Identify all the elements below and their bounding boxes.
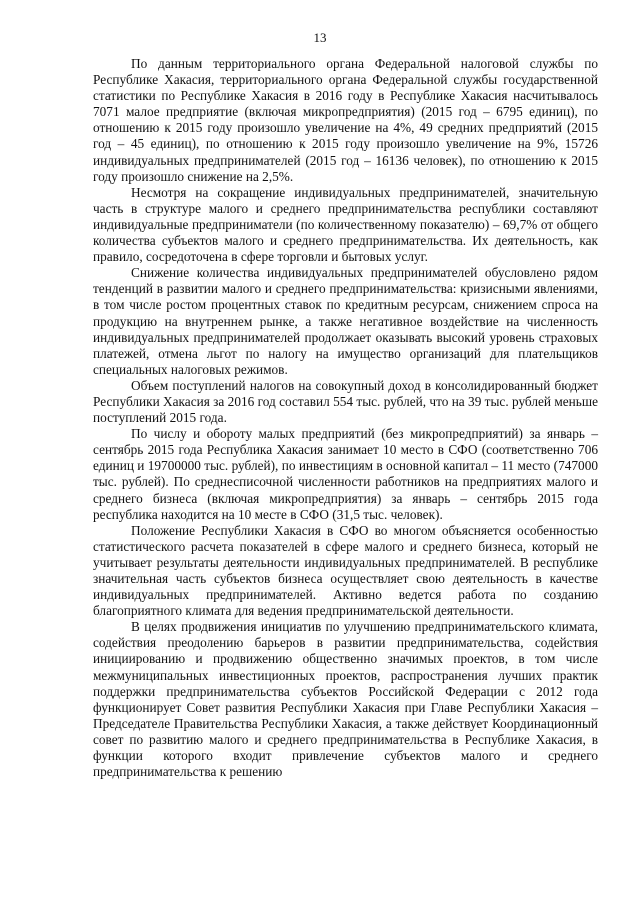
page-number: 13 [313, 30, 327, 45]
paragraph-sfo-ranking: По числу и обороту малых предприятий (без микропредприятий) за январь – сентябрь 2015 года Республика Хакасия занимает 10 место в СФО (соответственно 706 единиц и 19700000 тыс. рублей), по инвестициям в основной капитал – 11 место (747000 тыс. рублей). По среднесписочной численности работников на предприятиях малого и среднего бизнеса (включая микропредприятия) за январь – сентябрь 2015 года республика находится на 10 месте в СФО (31,5 тыс. человек). [93, 426, 598, 522]
paragraph-development-council: В целях продвижения инициатив по улучшению предпринимательского климата, содействия преодолению барьеров в развитии предпринимательства, содействия инициированию и продвижению общественно значимых проектов, в том числе межмуниципальных инвестиционных проектов, распространения лучших практик поддержки предпринимательства субъектов Российской Федерации с 2012 года функционирует Совет развития Республики Хакасия при Главе Республики Хакасия – Председателе Правительства Республики Хакасия, а также действует Координационный совет по развитию малого и среднего предпринимательства в Республике Хакасия, в функции которого входит привлечение субъектов малого и среднего предпринимательства к решению [93, 619, 598, 780]
paragraph-statistics-explanation: Положение Республики Хакасия в СФО во многом объясняется особенностью статистического расчета показателей в сфере малого и среднего бизнеса, который не учитывает результаты деятельности индивидуальных предпринимателей. В республике значительная часть субъектов бизнеса осуществляет свою деятельность в качестве индивидуальных предпринимателей. Активно ведется работа по созданию благоприятного климата для ведения предпринимательской деятельности. [93, 522, 598, 619]
paragraph-enterprise-counts: По данным территориального органа Федеральной налоговой службы по Республике Хакасия, территориального органа Федеральной службы государственной статистики по Республике Хакасия в 2016 году в Республике Хакасия насчитывалось 7071 малое предприятие (включая микропредприятия) (2015 год – 6795 единиц), по отношению к 2015 году произошло увеличение на 4%, 49 средних предприятий (2015 год – 45 единиц), по отношению к 2015 году произошло увеличение на 9%, 15726 индивидуальных предпринимателей (2015 год – 16136 человек), по отношению к 2015 году произошло снижение на 2,5%. [93, 56, 598, 184]
paragraph-decline-reasons: Снижение количества индивидуальных предпринимателей обусловлено рядом тенденций в развитии малого и среднего предпринимательства: кризисными явлениями, в том числе ростом процентных ставок по кредитным ресурсам, снижением спроса на продукцию на внутреннем рынке, а также негативное воздействие на численность индивидуальных предпринимателей продолжает оказывать высокий уровень страховых платежей, отмена льгот по налогу на имущество организаций для плательщиков специальных налоговых режимов. [93, 265, 598, 377]
paragraph-individual-entrepreneurs-share: Несмотря на сокращение индивидуальных предпринимателей, значительную часть в структуре малого и среднего предпринимательства республики составляют индивидуальные предприниматели (по количественному показателю) – 69,7% от общего количества субъектов малого и среднего предпринимательства. Их деятельность, как правило, сосредоточена в сфере торговли и бытовых услуг. [93, 184, 598, 265]
paragraph-tax-revenue: Объем поступлений налогов на совокупный доход в консолидированный бюджет Республики Хакасия за 2016 год составил 554 тыс. рублей, что на 39 тыс. рублей меньше поступлений 2015 года. [93, 377, 598, 426]
document-body [93, 56, 598, 780]
